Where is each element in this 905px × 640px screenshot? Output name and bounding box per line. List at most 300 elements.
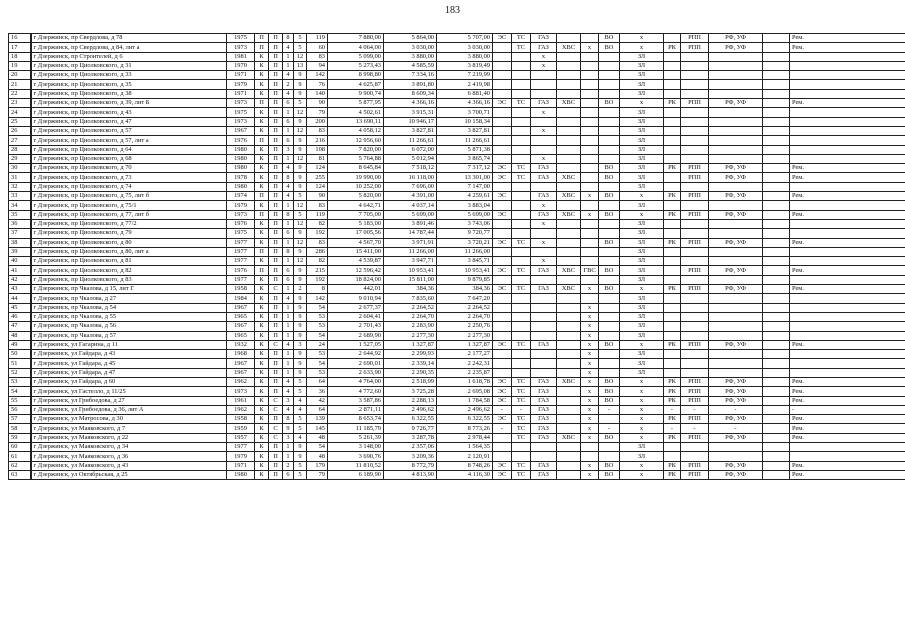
table-cell: 1973: [227, 43, 255, 52]
table-cell: [557, 396, 581, 405]
table-cell: [763, 461, 790, 470]
table-cell: [664, 34, 681, 43]
table-cell: 53: [307, 312, 328, 321]
table-cell: [557, 247, 581, 256]
table-row: [9, 470, 905, 479]
table-cell: [664, 145, 681, 154]
table-row: [9, 368, 905, 377]
table-cell: [512, 71, 531, 80]
table-cell: [599, 331, 620, 340]
table-cell: г Дзержинск, пр Циолковского, д 81: [31, 257, 227, 266]
table-cell: 24: [9, 108, 31, 117]
table-row: [9, 43, 905, 52]
table-cell: 1980: [227, 182, 255, 191]
table-cell: С: [269, 424, 283, 433]
table-cell: -: [599, 424, 620, 433]
table-cell: [493, 247, 512, 256]
table-cell: [763, 173, 790, 182]
table-row: [9, 34, 905, 43]
table-cell: [557, 424, 581, 433]
table-cell: 2 283,90: [384, 322, 437, 331]
table-cell: [681, 257, 709, 266]
table-cell: 12 596,42: [328, 266, 384, 275]
table-cell: [709, 117, 763, 126]
table-cell: [709, 71, 763, 80]
table-cell: 4: [283, 405, 294, 414]
table-cell: [557, 415, 581, 424]
table-cell: К: [255, 285, 269, 294]
table-cell: [709, 294, 763, 303]
table-cell: 1979: [227, 452, 255, 461]
table-cell: [681, 136, 709, 145]
table-cell: 12: [294, 154, 307, 163]
table-cell: [790, 275, 905, 284]
table-cell: ГАЗ: [531, 173, 557, 182]
table-cell: [581, 294, 599, 303]
table-row: [9, 154, 905, 163]
table-cell: ЗЛ: [620, 145, 664, 154]
table-cell: 90: [307, 99, 328, 108]
table-cell: [763, 387, 790, 396]
table-cell: 1971: [227, 71, 255, 80]
table-cell: РК: [664, 415, 681, 424]
table-cell: [512, 443, 531, 452]
table-row: [9, 303, 905, 312]
table-cell: [512, 219, 531, 228]
table-cell: 3 827,81: [384, 126, 437, 135]
table-cell: [493, 61, 512, 70]
table-cell: 10 953,41: [384, 266, 437, 275]
table-cell: 1932: [227, 340, 255, 349]
table-row: [9, 52, 905, 61]
table-cell: 11 266,00: [437, 247, 493, 256]
table-cell: [709, 322, 763, 331]
table-cell: К: [255, 89, 269, 98]
table-cell: х: [531, 201, 557, 210]
table-cell: 13 690,11: [328, 117, 384, 126]
table-cell: ЗЛ: [620, 108, 664, 117]
table-cell: [557, 387, 581, 396]
table-cell: [512, 145, 531, 154]
table-cell: [512, 210, 531, 219]
table-cell: П: [269, 126, 283, 135]
table-cell: [709, 275, 763, 284]
table-cell: 2 496,62: [384, 405, 437, 414]
table-cell: 9: [283, 424, 294, 433]
table-cell: П: [269, 145, 283, 154]
table-cell: [581, 275, 599, 284]
table-cell: 2 357,06: [384, 443, 437, 452]
table-cell: [709, 350, 763, 359]
table-cell: 142: [307, 71, 328, 80]
table-cell: К: [255, 396, 269, 405]
table-cell: 1958: [227, 415, 255, 424]
table-cell: 1979: [227, 80, 255, 89]
table-cell: [681, 443, 709, 452]
table-cell: РПП: [681, 285, 709, 294]
table-cell: [790, 350, 905, 359]
table-cell: 8 998,80: [328, 71, 384, 80]
table-cell: 3 030,00: [437, 43, 493, 52]
table-cell: г Дзержинск, ул Грибоедова, д 27: [31, 396, 227, 405]
table-cell: г Дзержинск, пр Циолковского, д 70: [31, 164, 227, 173]
table-cell: [664, 257, 681, 266]
table-cell: [681, 322, 709, 331]
table-cell: ЗЛ: [620, 126, 664, 135]
table-row: [9, 443, 905, 452]
table-cell: г Дзержинск, пр Циолковского, д 47: [31, 117, 227, 126]
table-cell: К: [255, 387, 269, 396]
table-cell: 2 177,27: [437, 350, 493, 359]
table-cell: П: [269, 377, 283, 386]
table-cell: [664, 71, 681, 80]
table-cell: 5: [294, 424, 307, 433]
table-cell: ЗЛ: [620, 164, 664, 173]
table-cell: -: [709, 424, 763, 433]
table-cell: РФ, УФ: [709, 210, 763, 219]
table-cell: [790, 136, 905, 145]
table-cell: 140: [307, 89, 328, 98]
table-cell: [599, 350, 620, 359]
table-cell: 4 391,00: [384, 192, 437, 201]
table-cell: 1975: [227, 229, 255, 238]
table-cell: 60: [307, 43, 328, 52]
table-cell: 9: [294, 322, 307, 331]
table-cell: х: [620, 192, 664, 201]
table-cell: 1: [283, 126, 294, 135]
table-cell: ТС: [512, 340, 531, 349]
table-cell: Рем.: [790, 424, 905, 433]
table-cell: К: [255, 145, 269, 154]
table-cell: 3 587,86: [328, 396, 384, 405]
table-cell: 1975: [227, 108, 255, 117]
table-cell: 83: [307, 201, 328, 210]
table-cell: г Дзержинск, ул Маяковского, д 22: [31, 433, 227, 442]
table-cell: К: [255, 470, 269, 479]
table-cell: 3 845,71: [437, 257, 493, 266]
table-cell: [557, 117, 581, 126]
table-cell: [664, 350, 681, 359]
table-cell: 18 824,00: [328, 275, 384, 284]
table-cell: х: [531, 126, 557, 135]
table-cell: РФ, УФ: [709, 377, 763, 386]
table-cell: [599, 219, 620, 228]
table-cell: [557, 61, 581, 70]
table-cell: 83: [307, 126, 328, 135]
table-cell: 4: [294, 396, 307, 405]
table-cell: [557, 71, 581, 80]
table-row: [9, 461, 905, 470]
table-cell: С: [269, 396, 283, 405]
table-cell: [664, 322, 681, 331]
table-cell: 47: [9, 322, 31, 331]
table-cell: К: [255, 61, 269, 70]
table-cell: 8 645,84: [328, 164, 384, 173]
table-cell: РПП: [681, 210, 709, 219]
table-cell: К: [255, 80, 269, 89]
table-cell: РФ, УФ: [709, 164, 763, 173]
table-cell: 10 252,00: [328, 182, 384, 191]
table-cell: 1968: [227, 350, 255, 359]
table-cell: 1984: [227, 294, 255, 303]
table-cell: 59: [9, 433, 31, 442]
table-cell: 5 699,00: [437, 210, 493, 219]
table-cell: [681, 154, 709, 163]
table-cell: 13: [294, 61, 307, 70]
table-cell: [581, 34, 599, 43]
table-cell: [709, 303, 763, 312]
table-cell: х: [620, 470, 664, 479]
table-cell: г Дзержинск, пр Циолковского, д 33: [31, 71, 227, 80]
table-cell: [664, 89, 681, 98]
table-cell: П: [269, 461, 283, 470]
table-cell: ЭС: [493, 377, 512, 386]
table-cell: [709, 61, 763, 70]
table-cell: [763, 117, 790, 126]
table-cell: 7 880,00: [328, 34, 384, 43]
table-cell: [512, 257, 531, 266]
table-cell: х: [581, 285, 599, 294]
table-cell: ЗЛ: [620, 71, 664, 80]
table-cell: РК: [664, 285, 681, 294]
table-cell: [557, 219, 581, 228]
table-cell: К: [255, 52, 269, 61]
table-cell: г Дзержинск, пр Циолковского, д 35: [31, 80, 227, 89]
table-cell: 4: [283, 182, 294, 191]
table-cell: 1980: [227, 154, 255, 163]
table-cell: [763, 192, 790, 201]
table-cell: 38: [9, 238, 31, 247]
table-cell: [557, 368, 581, 377]
table-cell: Рем.: [790, 461, 905, 470]
table-cell: [709, 359, 763, 368]
table-cell: 1959: [227, 424, 255, 433]
table-cell: 3 209,36: [384, 452, 437, 461]
table-cell: 12: [294, 108, 307, 117]
table-cell: х: [581, 359, 599, 368]
table-cell: [599, 52, 620, 61]
table-cell: [664, 312, 681, 321]
table-row: [9, 424, 905, 433]
table-cell: 22: [9, 89, 31, 98]
table-cell: г Дзержинск, ул Октябрьская, д 25: [31, 470, 227, 479]
table-cell: [681, 89, 709, 98]
table-cell: ГАЗ: [531, 470, 557, 479]
table-cell: ЗЛ: [620, 294, 664, 303]
table-cell: [493, 443, 512, 452]
table-cell: 179: [307, 461, 328, 470]
table-cell: [557, 238, 581, 247]
table-cell: П: [269, 99, 283, 108]
table-cell: ВО: [599, 192, 620, 201]
table-cell: [763, 247, 790, 256]
table-cell: [493, 312, 512, 321]
table-cell: [709, 80, 763, 89]
table-cell: [557, 89, 581, 98]
table-cell: [557, 331, 581, 340]
table-cell: -: [599, 405, 620, 414]
table-cell: -: [493, 405, 512, 414]
table-cell: 5: [294, 192, 307, 201]
table-cell: [512, 275, 531, 284]
table-cell: [599, 415, 620, 424]
table-cell: 7 696,00: [384, 182, 437, 191]
table-cell: РК: [664, 238, 681, 247]
table-cell: 4: [294, 405, 307, 414]
table-cell: [664, 294, 681, 303]
table-cell: 53: [307, 322, 328, 331]
table-cell: ТС: [512, 285, 531, 294]
table-cell: г Дзержинск, ул Гастелло, д 11/25: [31, 387, 227, 396]
table-cell: 1977: [227, 238, 255, 247]
table-row: [9, 219, 905, 228]
table-cell: 5 764,88: [328, 154, 384, 163]
table-row: [9, 415, 905, 424]
table-cell: 81: [307, 154, 328, 163]
table-cell: [512, 201, 531, 210]
table-cell: 4: [283, 43, 294, 52]
table-cell: 119: [307, 210, 328, 219]
table-cell: [763, 340, 790, 349]
table-cell: 4: [283, 192, 294, 201]
table-cell: 2 604,41: [328, 312, 384, 321]
table-cell: [763, 145, 790, 154]
table-cell: 12: [294, 238, 307, 247]
table-cell: [763, 266, 790, 275]
table-cell: 1978: [227, 173, 255, 182]
table-cell: 5 864,00: [384, 34, 437, 43]
table-cell: [763, 294, 790, 303]
table-cell: г Дзержинск, пр Циолковского, д 38: [31, 89, 227, 98]
table-cell: [512, 182, 531, 191]
table-cell: ХВС: [557, 210, 581, 219]
table-cell: [531, 71, 557, 80]
table-cell: 2 288,13: [384, 396, 437, 405]
table-cell: [681, 452, 709, 461]
table-cell: 61: [9, 452, 31, 461]
table-cell: 4: [294, 433, 307, 442]
table-cell: ГАЗ: [531, 266, 557, 275]
table-cell: [709, 201, 763, 210]
table-cell: ВО: [599, 164, 620, 173]
table-cell: 1967: [227, 303, 255, 312]
table-cell: ГАЗ: [531, 396, 557, 405]
table-cell: [763, 303, 790, 312]
table-cell: [763, 396, 790, 405]
table-cell: 41: [9, 266, 31, 275]
table-cell: РФ, УФ: [709, 433, 763, 442]
table-cell: Рем.: [790, 34, 905, 43]
table-row: [9, 80, 905, 89]
table-cell: ТС: [512, 238, 531, 247]
table-cell: 11 266,00: [384, 247, 437, 256]
table-cell: [581, 99, 599, 108]
table-cell: ЭС: [493, 266, 512, 275]
table-cell: [493, 433, 512, 442]
table-cell: 4 366,16: [437, 99, 493, 108]
table-cell: РПП: [681, 43, 709, 52]
table-row: [9, 117, 905, 126]
table-cell: ТС: [512, 396, 531, 405]
table-cell: 5 699,00: [384, 210, 437, 219]
table-cell: К: [255, 405, 269, 414]
table-cell: ХВС: [557, 377, 581, 386]
table-cell: 12 956,60: [328, 136, 384, 145]
table-cell: 3 720,21: [437, 238, 493, 247]
table-cell: ЭС: [493, 99, 512, 108]
table-cell: К: [255, 443, 269, 452]
table-cell: г Дзержинск, пр Циолковского, д 68: [31, 154, 227, 163]
table-cell: 215: [307, 266, 328, 275]
table-cell: 3: [283, 433, 294, 442]
table-cell: [581, 108, 599, 117]
table-cell: [581, 126, 599, 135]
table-cell: [581, 201, 599, 210]
table-row: [9, 405, 905, 414]
table-cell: ВО: [599, 285, 620, 294]
table-cell: ЭС: [493, 285, 512, 294]
table-cell: 16: [9, 34, 31, 43]
table-cell: ВО: [599, 433, 620, 442]
table-cell: ЗЛ: [620, 117, 664, 126]
table-cell: П: [269, 80, 283, 89]
table-cell: 79: [307, 470, 328, 479]
table-cell: 8: [283, 210, 294, 219]
table-cell: х: [620, 285, 664, 294]
table-cell: 9: [294, 229, 307, 238]
table-cell: [557, 275, 581, 284]
table-cell: 10 158,34: [437, 117, 493, 126]
table-cell: РПП: [681, 433, 709, 442]
table-cell: [763, 452, 790, 461]
table-cell: -: [664, 424, 681, 433]
table-cell: [599, 229, 620, 238]
table-cell: Рем.: [790, 377, 905, 386]
table-cell: [664, 117, 681, 126]
table-cell: х: [531, 108, 557, 117]
table-cell: РК: [664, 210, 681, 219]
table-cell: [664, 219, 681, 228]
table-cell: 31: [9, 173, 31, 182]
table-cell: [512, 61, 531, 70]
table-cell: [763, 89, 790, 98]
table-cell: [581, 136, 599, 145]
table-cell: [681, 117, 709, 126]
table-cell: ВО: [599, 387, 620, 396]
table-cell: 27: [9, 136, 31, 145]
table-cell: [681, 145, 709, 154]
table-cell: [664, 108, 681, 117]
table-cell: 29: [9, 154, 31, 163]
table-row: [9, 294, 905, 303]
table-cell: 1: [283, 285, 294, 294]
table-cell: К: [255, 275, 269, 284]
table-cell: 2 264,70: [384, 312, 437, 321]
table-cell: х: [581, 350, 599, 359]
table-cell: [557, 405, 581, 414]
table-cell: ЗЛ: [620, 443, 664, 452]
table-cell: [790, 154, 905, 163]
table-cell: 1977: [227, 443, 255, 452]
table-cell: [763, 415, 790, 424]
table-cell: 2 299,93: [384, 350, 437, 359]
table-cell: ТС: [512, 34, 531, 43]
table-cell: 3 700,71: [437, 108, 493, 117]
table-cell: ЗЛ: [620, 303, 664, 312]
table-cell: [599, 136, 620, 145]
table-cell: 5: [294, 387, 307, 396]
table-cell: 3: [283, 145, 294, 154]
